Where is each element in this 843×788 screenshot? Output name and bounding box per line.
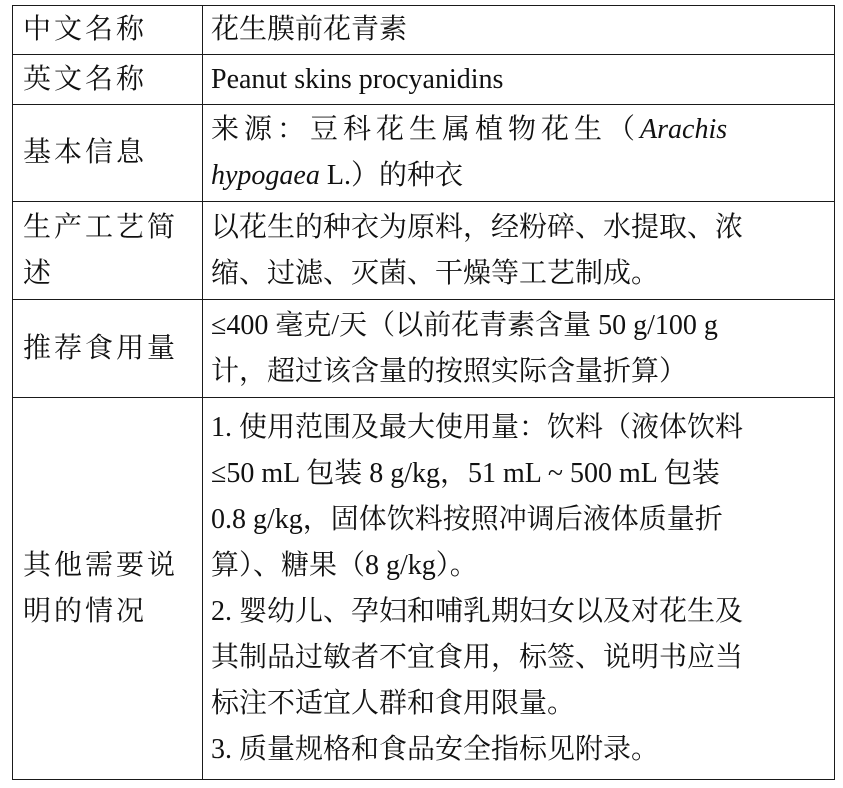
label-line: 述 bbox=[23, 257, 55, 289]
value-line bbox=[211, 107, 826, 153]
value-line: 算）、糖果（8 g/kg）。 bbox=[211, 549, 478, 581]
latin-species: hypogaea bbox=[211, 160, 320, 191]
value-line: 缩、过滤、灭菌、干燥等工艺制成。 bbox=[211, 257, 660, 289]
value-line: 3. 质量规格和食品安全指标见附录。 bbox=[211, 733, 660, 765]
label-recommended-intake: 推荐食用量 bbox=[13, 300, 203, 398]
table-row bbox=[13, 300, 835, 398]
value-line bbox=[211, 153, 826, 199]
value-line: ≤400 毫克/天（以前花青素含量 50 g/100 g bbox=[211, 309, 718, 341]
value-line: 标注不适宜人群和食用限量。 bbox=[211, 687, 576, 719]
source-prefix: 来源：豆科花生属植物花生（ bbox=[211, 114, 641, 145]
value-other-notes bbox=[203, 398, 835, 780]
source-suffix: L.）的种衣 bbox=[319, 160, 463, 191]
value-line: 花生膜前花青素 bbox=[211, 14, 408, 45]
table-row bbox=[13, 398, 835, 780]
label-chinese-name: 中文名称 bbox=[13, 6, 203, 55]
value-line: 1. 使用范围及最大使用量：饮料（液体饮料 bbox=[211, 411, 744, 443]
value-recommended-intake bbox=[203, 300, 835, 398]
label-line: 生产工艺简 bbox=[23, 211, 179, 243]
value-basic-info bbox=[203, 105, 835, 202]
label-production-process bbox=[13, 202, 203, 300]
value-line: 以花生的种衣为原料，经粉碎、水提取、浓 bbox=[211, 211, 744, 243]
value-production-process bbox=[203, 202, 835, 300]
label-line: 明的情况 bbox=[23, 595, 148, 627]
table-row bbox=[13, 202, 835, 300]
value-line: ≤50 mL 包装 8 g/kg，51 mL ~ 500 mL 包装 bbox=[211, 457, 720, 489]
label-english-name: 英文名称 bbox=[13, 55, 203, 105]
value-line: 0.8 g/kg，固体饮料按照冲调后液体质量折 bbox=[211, 503, 723, 535]
info-table bbox=[12, 5, 835, 780]
label-line: 其他需要说 bbox=[23, 549, 179, 581]
latin-genus: Arachis bbox=[640, 114, 728, 145]
table-row bbox=[13, 105, 835, 202]
value-line: 计，超过该含量的按照实际含量折算） bbox=[211, 355, 688, 387]
label-basic-info: 基本信息 bbox=[13, 105, 203, 202]
value-chinese-name bbox=[203, 6, 835, 55]
table-row bbox=[13, 55, 835, 105]
value-line: Peanut skins procyanidins bbox=[211, 63, 504, 95]
value-line: 其制品过敏者不宜食用，标签、说明书应当 bbox=[211, 641, 744, 673]
label-other-notes bbox=[13, 398, 203, 780]
value-english-name bbox=[203, 55, 835, 105]
table-row bbox=[13, 6, 835, 55]
value-line: 2. 婴幼儿、孕妇和哺乳期妇女以及对花生及 bbox=[211, 595, 744, 627]
